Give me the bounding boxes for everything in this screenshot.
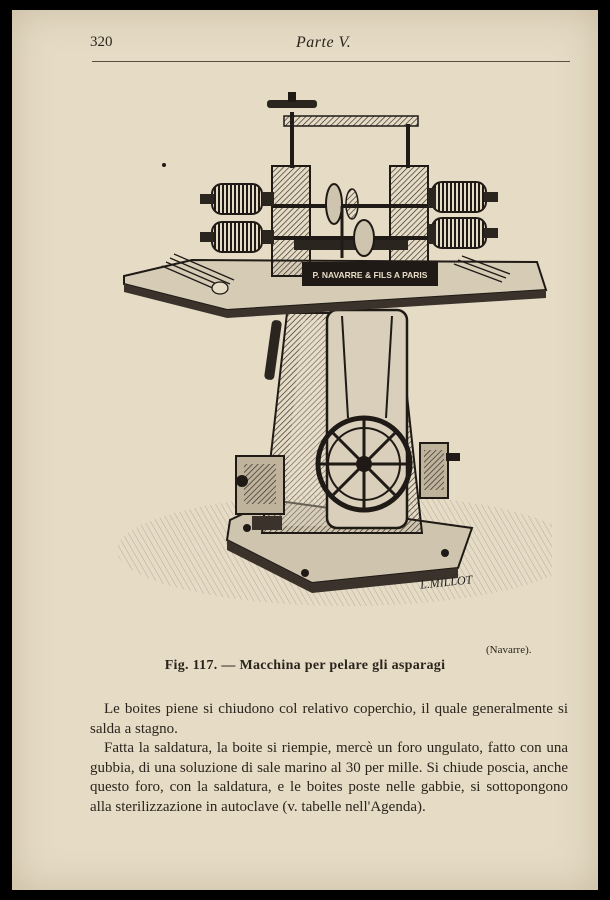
pulley-lower [354,220,374,256]
running-head: Parte V. [296,34,352,51]
right-gearbox [420,443,460,498]
pulley-upper [326,184,342,224]
body-text [90,700,568,818]
flywheel [318,418,410,510]
page-header [90,32,560,56]
roller-frame-right [390,166,428,276]
header-rule [92,61,570,62]
paragraph: Fatta la saldatura, la boite si riempie, mercè un foro ungulato, fatto con una gubbia, di una soluzione di sale marino al 30 per mille. Si chiude poscia, anche questo foro, con la saldatura, e le boites poste nelle gabbie, si sottopongono alla sterilizzazione in autoclave (v. tabelle nell'Agenda). [90,740,568,815]
book-page [12,10,598,890]
paragraph: Le boites piene si chiudono col relativo coperchio, il quale generalmente si salda a stagno. [90,701,568,737]
page-number: 320 [90,34,113,50]
figure-caption: Fig. 117. — Macchina per pelare gli asparagi [164,658,446,673]
nameplate-text: P. NAVARRE & FILS A PARIS [312,270,428,280]
figure-credit: (Navarre). [486,644,532,656]
rollers-left [200,184,274,252]
machine-illustration [102,88,552,608]
engraver-signature: L.MILLOT [419,572,473,592]
roller-frame-left [272,166,310,276]
rollers-right [428,182,498,248]
